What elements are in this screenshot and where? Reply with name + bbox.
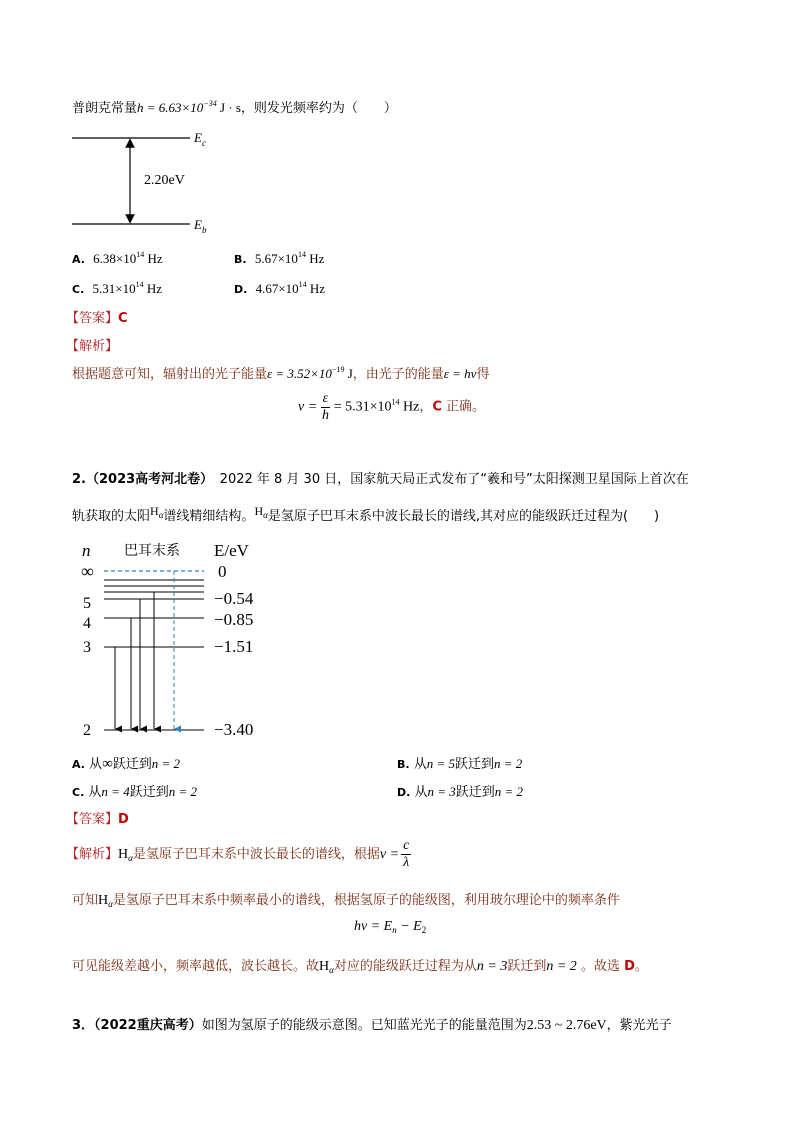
q2-analysis-line2	[72, 889, 620, 909]
q1-analysis-text-c: 得	[476, 367, 490, 382]
q2-stem-line2	[72, 504, 659, 524]
q2-option-d-to: n = 2	[494, 784, 524, 799]
q1-formula-unit: Hz	[399, 399, 420, 415]
q2-option-b-to: n = 2	[494, 756, 523, 771]
q1-formula	[298, 391, 485, 424]
q1-planck-const	[137, 100, 217, 115]
q2-option-a-from: ∞	[102, 756, 113, 772]
q1-option-b-letter: B.	[234, 253, 247, 266]
q2-option-c-mid: 跃迁到	[129, 785, 169, 800]
q2-a1-eq: ν =	[379, 847, 400, 862]
q2-option-b-from: n = 5	[426, 756, 456, 771]
q2-option-d-letter: D.	[397, 786, 411, 799]
q2-option-a-letter: A.	[72, 758, 85, 771]
q2-analysis-line4	[72, 955, 648, 975]
q2-e-label-0: 0	[218, 562, 227, 581]
q2-number: 2.	[72, 472, 86, 487]
q2-n-label-2: 2	[83, 722, 91, 739]
q1-option-d-unit: Hz	[306, 281, 326, 296]
q2-a1-fraction	[401, 838, 411, 871]
q1-formula-lhs: ν =	[298, 399, 318, 415]
q1-stem-suffix: ，则发光频率约为（ ）	[240, 101, 397, 116]
q2-option-b-letter: B.	[397, 758, 410, 771]
q2-answer	[66, 808, 129, 827]
q1-formula-rhs: = 5.31×10	[333, 399, 392, 415]
q1-option-d-exp: 14	[298, 280, 307, 289]
q2-hydrogen-level-diagram	[72, 535, 272, 745]
q2-a2-a: 可知	[72, 893, 99, 908]
q2-e-label-2: −3.40	[214, 720, 254, 739]
q1-formula-den: h	[321, 408, 329, 423]
q2-option-c-from: n = 4	[101, 784, 130, 799]
q2-option-c-text: 从	[88, 785, 102, 800]
q2-e-label-3: −1.51	[214, 637, 254, 656]
q3-source: ．（2022重庆高考）	[81, 1018, 202, 1033]
q2-line2-a: 轨获取的太阳	[72, 509, 151, 524]
q2-series-header: 巴耳末系	[124, 543, 180, 559]
q2-option-a-mid: 跃迁到	[112, 757, 152, 772]
q1-gap-label: 2.20eV	[144, 173, 185, 188]
q2-option-d-from: n = 3	[427, 784, 456, 799]
q2-option-a[interactable]	[72, 753, 180, 773]
q1-formula-tail: 正确。	[441, 399, 486, 415]
q1-energy-diagram	[72, 125, 222, 240]
q2-option-c-to: n = 2	[168, 784, 197, 799]
q1-eps-hv: ε = hν	[443, 366, 477, 381]
q1-option-c-letter: C.	[72, 283, 85, 296]
q1-option-a-letter: A.	[72, 253, 85, 266]
q2-a4-c: 跃迁到	[507, 959, 547, 974]
q2-a4-answer: D	[624, 959, 635, 974]
q2-line2-b: 谱线精细结构。	[163, 509, 255, 524]
q1-option-a-unit: Hz	[144, 251, 163, 266]
q3-number: 3	[72, 1018, 82, 1033]
q1-planck-exp: −34	[203, 99, 217, 108]
q2-n-header: n	[82, 541, 91, 560]
q1-stem-prefix: 普朗克常量	[72, 101, 138, 116]
q1-planck-unit: J · s	[216, 100, 241, 115]
q3-stem	[72, 1014, 672, 1034]
q1-option-d-value: 4.67×10	[255, 281, 299, 296]
q2-source: （2023高考河北卷）	[85, 472, 207, 487]
q2-a3-eq: hν = E	[354, 919, 393, 934]
q2-answer-label: 【答案】	[66, 812, 119, 827]
q1-option-c-value: 5.31×10	[92, 281, 136, 296]
q2-halpha-2: $H_\alpha$	[254, 504, 268, 520]
q2-option-a-text: 从	[89, 757, 103, 772]
q1-answer	[66, 307, 128, 326]
q1-option-b-unit: Hz	[305, 251, 325, 266]
q3-text-b: ，紫光光子	[606, 1018, 672, 1033]
q2-option-b[interactable]	[397, 753, 522, 772]
q1-stem	[72, 97, 397, 116]
q3-range: 2.53 ~ 2.76eV	[526, 1018, 607, 1033]
q2-n-label-5: 5	[83, 595, 91, 612]
q1-option-c-unit: Hz	[143, 281, 163, 296]
q1-option-b-value: 5.67×10	[254, 251, 298, 266]
q2-freq-condition	[354, 919, 426, 935]
q1-answer-label: 【答案】	[66, 311, 119, 326]
q1-option-a[interactable]	[72, 251, 163, 267]
q2-e-header: E/eV	[214, 541, 249, 560]
q1-eps-eq: ε = 3.52×10	[267, 366, 332, 381]
q2-option-c[interactable]	[72, 781, 197, 800]
q2-e-label-4: −0.85	[214, 610, 254, 629]
q2-a3-sub2: 2	[421, 925, 427, 935]
q1-analysis-line1	[72, 363, 489, 382]
q1-planck-mantissa: h = 6.63×10	[137, 100, 204, 115]
q2-a4-e: 。	[634, 959, 648, 974]
q2-n-label-3: 3	[83, 639, 91, 656]
q2-option-b-mid: 跃迁到	[455, 757, 495, 772]
q3-text-a: 如图为氢原子的能级示意图。已知蓝光光子的能量范围为	[201, 1018, 527, 1033]
q1-option-d[interactable]	[234, 281, 325, 297]
q1-answer-value: C	[118, 311, 128, 326]
q1-eps-exp: −19	[331, 365, 345, 374]
q1-analysis-label: 【解析】	[66, 339, 119, 354]
q1-option-a-value: 6.38×10	[93, 251, 137, 266]
q2-a1-text: 是氢原子巴耳末系中波长最长的谱线，根据	[132, 847, 380, 862]
q2-option-d[interactable]	[397, 781, 523, 800]
q2-line1: 2022 年 8 月 30 日，国家航天局正式发布了“羲和号”太阳探测卫星国际上首次在	[206, 472, 689, 487]
q2-option-a-to: n = 2	[151, 756, 181, 771]
q2-line2-c: 是氢原子巴耳末系中波长最长的谱线,其对应的能级跃迁过程为( )	[267, 509, 660, 524]
q2-a3-mid: − E	[396, 919, 422, 934]
q1-lower-label: $E_b$	[194, 217, 207, 235]
q2-analysis-line1	[66, 838, 411, 871]
q1-upper-label: $E_c$	[194, 130, 206, 148]
q1-formula-exp: 14	[391, 397, 400, 407]
q1-option-a-exp: 14	[136, 250, 145, 259]
q1-formula-fraction	[321, 391, 331, 424]
q2-a2-b: 是氢原子巴耳末系中频率最小的谱线，根据氢原子的能级图，利用玻尔理论中的频率条件	[112, 893, 620, 908]
q2-n-label-inf: ∞	[81, 561, 94, 581]
q2-halpha-4: $H_\alpha$	[98, 893, 113, 909]
q1-option-c[interactable]	[72, 281, 162, 297]
q2-a4-b: 对应的能级跃迁过程为从	[333, 959, 477, 974]
q2-option-d-text: 从	[414, 785, 428, 800]
q1-analysis-text-a: 根据题意可知，辐射出的光子能量	[72, 367, 268, 382]
q2-a3-sub1: n	[392, 925, 397, 935]
q2-analysis-label: 【解析】	[66, 847, 119, 862]
q2-a4-d: 。故选	[576, 959, 625, 974]
q2-option-b-text: 从	[413, 757, 427, 772]
q2-n-label-4: 4	[83, 615, 91, 632]
q1-option-b-exp: 14	[297, 250, 306, 259]
q2-answer-value: D	[118, 812, 129, 827]
q1-eps-unit: J	[344, 366, 353, 381]
q2-option-c-letter: C.	[72, 786, 85, 799]
q1-option-c-exp: 14	[135, 280, 144, 289]
q2-e-label-5: −0.54	[214, 589, 254, 608]
q2-option-d-mid: 跃迁到	[455, 785, 495, 800]
q2-a1-num: c	[403, 838, 410, 853]
q1-analysis-text-b: ，由光子的能量	[352, 367, 444, 382]
q1-formula-answer: C	[432, 399, 442, 415]
q1-option-d-letter: D.	[234, 283, 248, 296]
q2-halpha-3: $H_\alpha$	[118, 847, 133, 863]
q2-halpha-5: $H_\alpha$	[319, 959, 334, 975]
q2-stem-line1	[72, 468, 689, 487]
q2-a4-from: n = 3	[476, 959, 508, 974]
q2-a4-a: 可见能级差越小，频率越低，波长越长。故	[72, 959, 320, 974]
q1-formula-comma: ，	[419, 399, 433, 415]
q2-a4-to: n = 2	[546, 959, 577, 974]
q2-a1-den: λ	[403, 855, 410, 870]
q2-halpha-1: $H_\alpha$	[150, 504, 164, 520]
q1-option-b[interactable]	[234, 251, 324, 267]
q1-formula-num: ε	[322, 391, 329, 406]
